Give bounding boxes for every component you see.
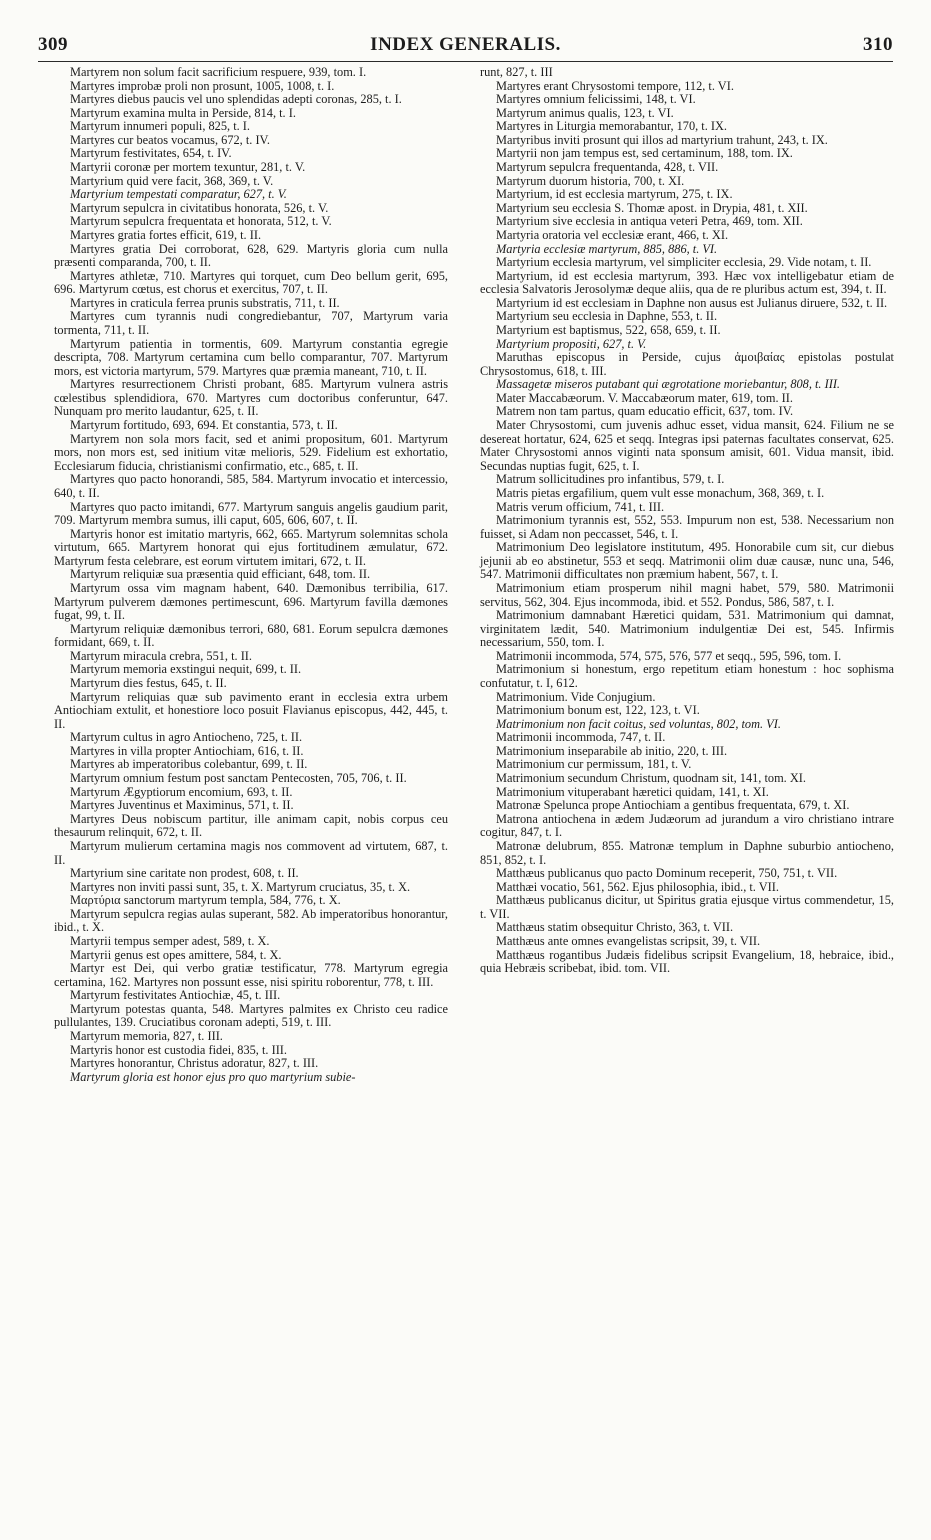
index-entry: Martyria ecclesiæ martyrum, 885, 886, t. VI. [496,241,718,256]
index-entry: Martyrium sive ecclesia in antiqua veteri Petra, 469, tom. XII. [496,214,803,229]
index-entry: Martyris honor est custodia fidei, 835, t. III. [70,1042,287,1057]
index-entry: Martyres gratia fortes efficit, 619, t. II. [70,227,262,242]
index-entry: Martyres improbæ proli non prosunt, 1005, 1008, t. I. [70,78,335,93]
index-entry: Martyrium, id est ecclesia martyrum, 275, t. IX. [496,187,733,202]
index-entry: Martyres ab imperatoribus colebantur, 699, t. II. [70,757,308,772]
index-entry: Matrimonium vituperabant hæretici quidam, 141, t. XI. [496,784,769,799]
index-entry: Martyrum examina multa in Perside, 814, t. I. [70,105,296,120]
index-entry: Martyres Deus nobiscum partitur, ille animam capit, nobis corpus ceu thesaurum relinquit, 672, t. II. [54,811,448,840]
index-entry: Martyrum reliquiæ dæmonibus terrori, 680, 681. Eorum sepulcra dæmones formidant, 669, t. II. [54,621,448,650]
index-entry: Martyres resurrectionem Christi probant, 685. Martyrum vulnera astris cœlestibus splendidiora, 670. Martyres cum doctoribus conferuntur, 647. Nunquam pro merito laudantur, 625, t. II. [54,377,448,419]
index-entry: Martyrum cultus in agro Antiocheno, 725, t. II. [70,730,303,745]
index-entry: Martyrum festivitates Antiochiæ, 45, t. III. [70,988,281,1003]
index-entry: Martyres quo pacto imitandi, 677. Martyrum sanguis angelis gaudium parit, 709. Martyrum membra sumus, illi caput, 605, 606, 607, t. II. [54,499,448,528]
index-entry: Matrimonium secundum Christum, quodnam sit, 141, tom. XI. [496,771,806,786]
index-entry: Matrimonium cur permissum, 181, t. V. [496,757,692,772]
index-entry: Martyres diebus paucis vel uno splendidas adepti coronas, 285, t. I. [70,92,402,107]
index-entry: Martyrii non jam tempus est, sed certaminum, 188, tom. IX. [496,146,793,161]
index-entry: Martyrium, id est ecclesia martyrum, 393. Hæc vox intelligebatur etiam de ecclesia Salvatoris Jerosolymæ deque aliis, qua de re pluribus actum est, 394, t. II. [480,268,894,297]
index-entry: Matrimonium etiam prosperum nihil magni habet, 579, 580. Matrimonii servitus, 562, 304. Ejus incommoda, ibid. et 552. Pondus, 586, 587, t. I. [480,580,894,609]
index-entry: Martyrum sepulcra frequentanda, 428, t. VII. [496,160,719,175]
index-entry: Martyres in craticula ferrea prunis substratis, 711, t. II. [70,295,340,310]
index-entry: Martyrum festivitates, 654, t. IV. [70,146,232,161]
index-entry: runt, 827, t. III [480,65,553,79]
page-number-left: 309 [38,34,68,55]
index-entry: Martyrum omnium festum post sanctam Pentecosten, 705, 706, t. II. [70,771,407,786]
index-entry: Matrimonium si honestum, ergo repetitum etiam honestum : hoc sophisma confutatur, t. I, 612. [480,662,894,691]
index-entry: Martyrum mulierum certamina magis nos commovent ad virtutem, 687, t. II. [54,838,448,867]
index-entry: Martyres omnium felicissimi, 148, t. VI. [496,92,696,107]
index-entry: Matthæus statim obsequitur Christo, 363, t. VII. [496,920,734,935]
index-entry: Martyrum memoria, 827, t. III. [70,1029,223,1044]
index-entry: Massagetæ miseros putabant qui ægrotatione moriebantur, 808, t. III. [496,377,841,392]
index-entry: Matthæus ante omnes evangelistas scripsit, 39, t. VII. [496,934,761,948]
index-entry: Martyria oratoria vel ecclesiæ erant, 466, t. XI. [496,227,729,242]
index-entry: Martyrum sepulcra in civitatibus honorata, 526, t. V. [70,200,329,215]
index-entry: Martyrum duorum historia, 700, t. XI. [496,173,685,188]
index-entry: Martyrum sepulcra frequentata et honorata, 512, t. V. [70,214,332,229]
index-entry: Μαρτύρια sanctorum martyrum templa, 584, 776, t. X. [70,893,341,908]
index-entry: Martyrium quid vere facit, 368, 369, t. V. [70,173,274,188]
index-entry: Martyr est Dei, qui verbo gratiæ testificatur, 778. Martyrum egregia certamina, 162. Martyres non possunt esse, nisi spiritu roborentur, 778, t. III. [54,961,448,989]
index-entry: Martyrium seu ecclesia in Daphne, 553, t. II. [496,309,718,324]
running-title: INDEX GENERALIS. [370,34,561,55]
index-entry: Martyris honor est imitatio martyris, 662, 665. Martyrum solemnitas schola virtutum, 665. Martyrem honorat qui ejus fortitudinem æmulatur, 672. Martyrum festa celebrare, est eorum virtutem imitari, 672, t. II. [54,526,448,568]
index-entry: Martyrum ossa vim magnam habent, 640. Dæmonibus terribilia, 617. Martyrum pulverem dæmones pertimescunt, 696. Martyrum favilla dæmones fugat, 99, t. II. [54,580,448,623]
index-entry: Matrimonium inseparabile ab initio, 220, t. III. [496,743,728,758]
index-entry: Martyrum gloria est honor ejus pro quo martyrium subie- [70,1069,356,1084]
index-entry: Matrimonium damnabant Hæretici quidam, 531. Matrimonium qui damnat, virginitatem lædit, 540. Matrimonium indulgentiæ Dei est, 545. Infirmis necessarium, 550, tom. I. [480,608,894,650]
index-entry: Martyres athletæ, 710. Martyres qui torquet, cum Deo bellum gerit, 695, 696. Martyrum cœtus, est chorus et exercitus, 707, t. II. [54,268,448,297]
index-entry: Matronæ Spelunca prope Antiochiam a gentibus frequentata, 679, t. XI. [496,798,850,813]
index-entry: Martyrum potestas quanta, 548. Martyres palmites ex Christo ceu radice pullulantes, 139. Cruciatibus coronam adepti, 519, t. III. [54,1001,448,1030]
index-entry: Martyrum fortitudo, 693, 694. Et constantia, 573, t. II. [70,418,338,433]
index-entry: Martyres non inviti passi sunt, 35, t. X. Martyrum cruciatus, 35, t. X. [70,879,411,894]
index-entry: Matrimonium non facit coitus, sed voluntas, 802, tom. VI. [496,716,781,731]
page-number-right: 310 [863,34,893,55]
index-entry: Matris pietas ergafilium, quem vult esse monachum, 368, 369, t. I. [496,485,825,500]
index-entry: Matthæi vocatio, 561, 562. Ejus philosophia, ibid., t. VII. [496,879,779,894]
index-entry: Martyres erant Chrysostomi tempore, 112, t. VI. [496,78,734,93]
index-entry: Matronæ delubrum, 855. Matronæ templum in Daphne suburbio antiocheno, 851, 852, t. I. [480,838,894,867]
index-entry: Martyrium est baptismus, 522, 658, 659, t. II. [496,322,721,337]
index-entry: Martyrium propositi, 627, t. V. [496,336,647,351]
index-entry: Martyrem non solum facit sacrificium respuere, 939, tom. I. [70,65,367,79]
index-entry: Martyres honorantur, Christus adoratur, 827, t. III. [70,1056,319,1071]
index-entry: Matrimonii incommoda, 574, 575, 576, 577 et seqq., 595, 596, tom. I. [496,648,842,663]
index-entry: Martyrium id est ecclesiam in Daphne non ausus est Julianus diruere, 532, t. II. [496,295,888,310]
index-entry: Mater Maccabæorum. V. Maccabæorum mater, 619, tom. II. [496,390,793,405]
index-entry: Martyrum reliquias quæ sub pavimento erant in ecclesia extra urbem Antiochiam extulit, et honestiore loco posuit Flavianus episcopus, 442, 445, t. II. [54,689,448,731]
header-rule [38,61,893,62]
index-entry: Martyrum innumeri populi, 825, t. I. [70,119,250,134]
index-entry: Martyrium sine caritate non prodest, 608, t. II. [70,866,299,881]
index-entry: Martyrii tempus semper adest, 589, t. X. [70,934,270,948]
index-entry: Martyrum Ægyptiorum encomium, 693, t. II. [70,784,293,799]
index-entry: Matrimonium bonum est, 122, 123, t. VI. [496,703,700,718]
index-entry: Martyrium tempestati comparatur, 627, t. V. [70,187,287,202]
index-entry: Martyrum dies festus, 645, t. II. [70,676,227,691]
index-entry: Matris verum officium, 741, t. III. [496,499,665,514]
index-entry: Martyrum miracula crebra, 551, t. II. [70,648,252,663]
index-entry: Martyrum patientia in tormentis, 609. Martyrum constantia egregie descripta, 708. Martyrum certamina cum bello comparantur, 707. Martyrum mors, est victoria martyrum, 579. Martyres quæ præmia maneant, 710, t. II. [54,336,448,378]
index-entry: Matthæus publicanus dicitur, ut Spiritus gratia ejusque virtus commendetur, 15, t. VII. [480,893,894,921]
index-entry: Martyrium ecclesia martyrum, vel simpliciter ecclesia, 29. Vide notam, t. II. [496,255,872,270]
index-entry: Matrimonium Deo legislatore institutum, 495. Honorabile cum sit, cur diebus jejunii ab eo abstinetur, 553 et seqq. Matrimonii olim duæ causæ, nunc una, 546, 547. Matrimonii difficultates non præmium habent, 567, t. I. [480,540,894,582]
index-entry: Matrimonii incommoda, 747, t. II. [496,730,666,745]
index-entry: Martyrum memoria exstingui nequit, 699, t. II. [70,662,302,677]
index-entry: Mater Chrysostomi, cum juvenis adhuc esset, vidua mansit, 624. Filium ne se desereat hortatur, 624, 625 et seqq. Integras ipsi paternas facultates conservat, 625. Mater Chrysostomi annos viginti nata sponsum amisit, 601. Vidua mansit, ibid. Secundas nuptias fugit, 625, t. I. [480,418,894,473]
index-entry: Matthæus publicanus quo pacto Dominum receperit, 750, 751, t. VII. [496,866,838,881]
right-column [480,66,894,976]
index-entry: Martyres in villa propter Antiochiam, 616, t. II. [70,743,304,758]
index-entry: Matrimonium. Vide Conjugium. [496,689,656,704]
index-entry: Matrum sollicitudines pro infantibus, 579, t. I. [496,472,725,487]
index-entry: Martyrem non sola mors facit, sed et animi propositum, 601. Martyrum mors, non mors est, sed initium vitæ melioris, 529. Fidelium est exhortatio, Ecclesiarum fiducia, christianismi confirmatio, etc., 685, t. II. [54,431,448,473]
page-header [38,34,893,58]
index-entry: Martyres Juventinus et Maximinus, 571, t. II. [70,798,294,813]
index-entry: Martyres cur beatos vocamus, 672, t. IV. [70,132,270,147]
index-entry: Martyrum reliquiæ sua præsentia quid efficiant, 648, tom. II. [70,567,371,582]
index-entry: Martyrii genus est opes amittere, 584, t. X. [70,947,282,962]
index-entry: Matrimonium tyrannis est, 552, 553. Impurum non est, 538. Necessarium non fuisset, si Adam non peccasset, 546, t. I. [480,513,894,541]
left-column [54,66,448,1084]
index-entry: Matrem non tam partus, quam educatio efficit, 637, tom. IV. [496,404,794,419]
index-entry: Martyres in Liturgia memorabantur, 170, t. IX. [496,119,728,134]
index-entry: Matrona antiochena in ædem Judæorum ad jurandum a viro christiano intrare cogitur, 847, t. I. [480,811,894,840]
index-entry: Maruthas episcopus in Perside, cujus ἀμοιβαίας epistolas postulat Chrysostomus, 618, t. III. [480,350,894,378]
index-entry: Matthæus rogantibus Judæis fidelibus scripsit Evangelium, 18, hebraice, ibid., quia Hebræis scribebat, ibid. tom. VII. [480,947,894,976]
index-entry: Martyrum animus qualis, 123, t. VI. [496,105,674,120]
index-entry: Martyrum sepulcra regias aulas superant, 582. Ab imperatoribus honorantur, ibid., t. X. [54,906,448,935]
index-entry: Martyrii coronæ per mortem texuntur, 281, t. V. [70,160,306,175]
index-entry: Martyrium seu ecclesia S. Thomæ apost. in Drypia, 481, t. XII. [496,200,808,215]
index-entry: Martyres quo pacto honorandi, 585, 584. Martyrum invocatio et intercessio, 640, t. II. [54,472,448,500]
index-entry: Martyres cum tyrannis nudi congrediebantur, 707, Martyrum varia tormenta, 711, t. II. [54,309,448,337]
index-entry: Martyribus inviti prosunt qui illos ad martyrium trahunt, 243, t. IX. [496,132,828,147]
index-entry: Martyres gratia Dei corroborat, 628, 629. Martyris gloria cum nulla præsenti comparanda, 700, t. II. [54,241,448,270]
